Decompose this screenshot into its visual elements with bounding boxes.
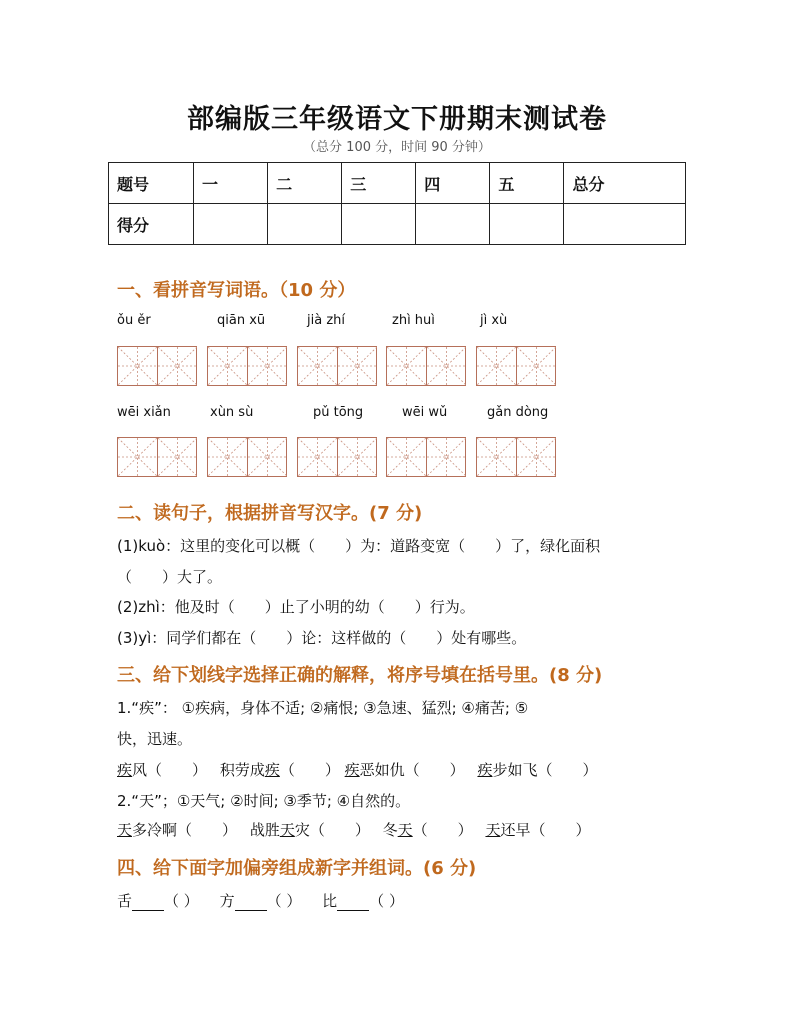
writing-cell[interactable]: [337, 438, 376, 476]
writing-cell[interactable]: [426, 347, 465, 385]
underlined-char: 疾: [344, 761, 360, 779]
blank-line[interactable]: [337, 895, 369, 911]
section-4-heading: 四、给下面字加偏旁组成新字并组词。(6 分): [117, 858, 477, 879]
question-line: (3)yì：同学们都在（ ）论：这样做的（ ）处有哪些。: [117, 629, 527, 647]
writing-cell[interactable]: [516, 438, 555, 476]
writing-grid[interactable]: [386, 437, 466, 477]
underlined-char: 天: [397, 821, 413, 839]
section-2-heading: 二、读句子，根据拼音写汉字。(7 分): [117, 503, 423, 524]
writing-grid[interactable]: [207, 346, 287, 386]
pinyin-label: zhì huì: [392, 313, 435, 328]
writing-cell[interactable]: [118, 438, 157, 476]
writing-cell[interactable]: [387, 438, 426, 476]
writing-grid[interactable]: [297, 346, 377, 386]
underlined-char: 疾: [264, 761, 280, 779]
page-subtitle: （总分 100 分，时间 90 分钟）: [303, 140, 491, 155]
underlined-char: 天: [279, 821, 295, 839]
writing-cell[interactable]: [298, 438, 337, 476]
pinyin-label: gǎn dòng: [487, 405, 549, 420]
pinyin-label: qiān xū: [217, 313, 266, 328]
writing-cell[interactable]: [477, 347, 516, 385]
radical-item: 比 （ ）: [322, 892, 404, 910]
radical-item: 舌 （ ）: [117, 892, 199, 910]
score-cell: 四: [416, 163, 490, 204]
writing-cell[interactable]: [516, 347, 555, 385]
pinyin-label: wēi wǔ: [402, 405, 448, 420]
score-input-cell[interactable]: [268, 204, 342, 245]
blank-line[interactable]: [132, 895, 164, 911]
radical-row: [117, 890, 404, 911]
pinyin-label: pǔ tōng: [313, 405, 364, 420]
blank-line[interactable]: [235, 895, 267, 911]
score-cell: 二: [268, 163, 342, 204]
writing-cell[interactable]: [208, 438, 247, 476]
score-table: [108, 162, 686, 245]
pinyin-label: xùn sù: [210, 405, 254, 420]
question-line: 1.“疾”： ①疾病，身体不适; ②痛恨; ③急速、猛烈; ④痛苦; ⑤: [117, 699, 529, 717]
question-line: 快，迅速。: [117, 730, 193, 748]
underlined-char: 天: [117, 821, 133, 839]
writing-cell[interactable]: [337, 347, 376, 385]
pinyin-label: ǒu ěr: [117, 313, 151, 328]
answer-item[interactable]: 冬天（ ）: [382, 821, 473, 839]
score-input-cell[interactable]: [194, 204, 268, 245]
score-cell: 题号: [109, 163, 194, 204]
writing-cell[interactable]: [477, 438, 516, 476]
score-cell: 总分: [564, 163, 686, 204]
page-title: 部编版三年级语文下册期末测试卷: [187, 104, 607, 135]
answer-item[interactable]: 天还早（ ）: [485, 821, 591, 839]
answer-row-2: [117, 819, 591, 840]
question-line: （ ）大了。: [117, 568, 223, 586]
score-cell: 一: [194, 163, 268, 204]
answer-item[interactable]: 疾恶如仇（ ）: [344, 761, 465, 779]
writing-grid[interactable]: [476, 437, 556, 477]
writing-cell[interactable]: [208, 347, 247, 385]
answer-item[interactable]: 积劳成疾（ ）: [219, 761, 340, 779]
underlined-char: 疾: [117, 761, 133, 779]
score-table-score-row: [109, 204, 686, 245]
writing-cell[interactable]: [387, 347, 426, 385]
pinyin-label: wēi xiǎn: [117, 405, 171, 420]
answer-item[interactable]: 疾步如飞（ ）: [477, 761, 598, 779]
radical-item: 方 （ ）: [219, 892, 302, 910]
writing-grid[interactable]: [297, 437, 377, 477]
writing-grid[interactable]: [476, 346, 556, 386]
pinyin-label: jì xù: [480, 313, 508, 328]
section-1-heading: 一、看拼音写词语。（10 分）: [117, 280, 356, 301]
underlined-char: 天: [485, 821, 501, 839]
writing-grid[interactable]: [117, 346, 197, 386]
score-cell: 五: [490, 163, 564, 204]
score-cell: 三: [342, 163, 416, 204]
score-input-cell[interactable]: [490, 204, 564, 245]
writing-cell[interactable]: [157, 347, 196, 385]
score-input-cell[interactable]: [342, 204, 416, 245]
question-line: 2.“天”；①天气; ②时间; ③季节; ④自然的。: [117, 792, 411, 810]
underlined-char: 疾: [477, 761, 493, 779]
score-cell: 得分: [109, 204, 194, 245]
answer-row-1: [117, 759, 597, 780]
answer-item[interactable]: 战胜天灾（ ）: [249, 821, 370, 839]
question-line: (2)zhì：他及时（ ）止了小明的幼（ ）行为。: [117, 598, 475, 616]
writing-cell[interactable]: [298, 347, 337, 385]
question-line: (1)kuò：这里的变化可以概（ ）为：道路变宽（ ）了，绿化面积: [117, 537, 601, 555]
writing-grid[interactable]: [207, 437, 287, 477]
score-input-cell[interactable]: [564, 204, 686, 245]
section-3-heading: 三、给下划线字选择正确的解释，将序号填在括号里。(8 分): [117, 665, 603, 686]
writing-cell[interactable]: [247, 438, 286, 476]
writing-cell[interactable]: [426, 438, 465, 476]
score-table-header-row: [109, 163, 686, 204]
writing-cell[interactable]: [157, 438, 196, 476]
writing-cell[interactable]: [247, 347, 286, 385]
score-input-cell[interactable]: [416, 204, 490, 245]
pinyin-label: jià zhí: [307, 313, 345, 328]
answer-item[interactable]: 疾风（ ）: [117, 761, 208, 779]
answer-item[interactable]: 天多冷啊（ ）: [117, 821, 238, 839]
writing-cell[interactable]: [118, 347, 157, 385]
writing-grid[interactable]: [386, 346, 466, 386]
writing-grid[interactable]: [117, 437, 197, 477]
